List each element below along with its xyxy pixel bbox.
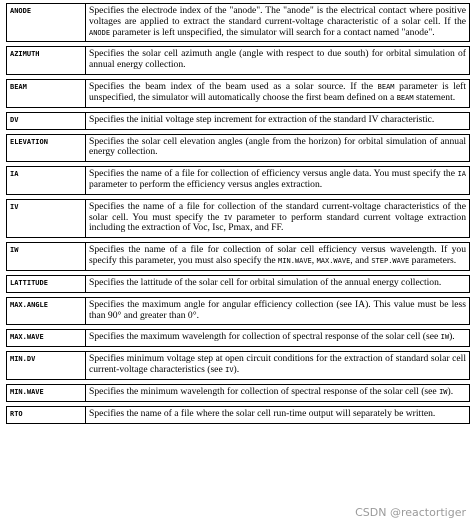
- table-row: [7, 4, 470, 42]
- description-text: Specifies the minimum wavelength for collection of spectral response of the solar cell (see: [89, 385, 440, 397]
- description-text: Specifies the name of a file where the solar cell run-time output will separately be written.: [89, 407, 436, 419]
- description-text: Specifies the solar cell azimuth angle (angle with respect to due south) for orbital simulation of annual energy collection.: [89, 48, 466, 71]
- table-row: [7, 330, 470, 347]
- watermark: CSDN @reactortiger: [355, 506, 466, 519]
- parameter-description: [86, 134, 470, 162]
- table-row: [7, 384, 470, 401]
- parameter-description: [86, 112, 470, 129]
- code-keyword: IV: [223, 213, 233, 222]
- table-row: [7, 134, 470, 162]
- table-row: [7, 79, 470, 107]
- description-text: , and: [350, 254, 372, 266]
- table-row: [7, 112, 470, 129]
- description-text: Specifies the name of a file for collection of solar cell efficiency versus wavelength. If you specify this parameter, you must also specify the: [89, 244, 466, 266]
- table-row: [7, 406, 470, 423]
- code-keyword: MAX.WAVE: [316, 256, 351, 265]
- parameter-table-body: [7, 4, 470, 424]
- parameter-name: IA: [7, 167, 86, 195]
- parameter-name: MAX.WAVE: [7, 330, 86, 347]
- parameter-name: MIN.WAVE: [7, 384, 86, 401]
- code-keyword: BEAM: [396, 93, 414, 102]
- parameter-name: IV: [7, 199, 86, 237]
- table-row: [7, 352, 470, 380]
- code-keyword: BEAM: [377, 82, 395, 91]
- description-text: Specifies the lattitude of the solar cell for orbital simulation of the annual energy collection.: [89, 276, 442, 288]
- parameter-name: ELEVATION: [7, 134, 86, 162]
- description-text: Specifies the initial voltage step increment for extraction of the standard IV characteristic.: [89, 113, 435, 125]
- parameter-description: [86, 275, 470, 292]
- code-keyword: IA: [457, 170, 466, 179]
- description-text: parameters.: [409, 254, 457, 266]
- table-row: [7, 243, 470, 271]
- parameter-description: [86, 297, 470, 325]
- code-keyword: ANODE: [89, 28, 111, 37]
- table-row: [7, 275, 470, 292]
- table-row: [7, 167, 470, 195]
- table-row: [7, 47, 470, 75]
- parameter-name: MAX.ANGLE: [7, 297, 86, 325]
- parameter-description: [86, 199, 470, 237]
- description-text: ,: [311, 254, 317, 266]
- description-text: Specifies the maximum angle for angular efficiency collection (see IA). This value must be less than 90° and greater than 0°.: [89, 298, 466, 321]
- description-text: Specifies the name of a file for collection of the standard current-voltage characteristics of the solar cell. You must specify the: [89, 200, 466, 223]
- parameter-description: [86, 406, 470, 423]
- description-text: ).: [233, 364, 240, 376]
- description-text: statement.: [413, 91, 456, 103]
- description-text: ).: [449, 331, 455, 343]
- parameter-description: [86, 4, 470, 42]
- code-keyword: STEP.WAVE: [371, 256, 410, 265]
- parameter-description: [86, 79, 470, 107]
- description-text: parameter to perform standard current voltage extraction including the extraction of Voc, Isc, Pmax, and FF.: [89, 211, 466, 234]
- parameter-name: AZIMUTH: [7, 47, 86, 75]
- description-text: Specifies the electrode index of the "anode". The "anode" is the electrical contact where positive voltages are applied to extract the standard current-voltage characteristic of a solar cell. If the: [89, 5, 466, 27]
- parameter-description: [86, 352, 470, 380]
- parameter-name: RTO: [7, 406, 86, 423]
- table-row: [7, 199, 470, 237]
- code-keyword: MIN.WAVE: [278, 256, 312, 265]
- parameter-name: IW: [7, 243, 86, 271]
- description-text: Specifies the solar cell elevation angles (angle from the horizon) for orbital simulation of annual energy collection.: [89, 135, 466, 158]
- parameter-name: DV: [7, 112, 86, 129]
- code-keyword: IW: [439, 387, 448, 396]
- code-keyword: IW: [440, 333, 450, 342]
- parameter-name: ANODE: [7, 4, 86, 42]
- description-text: Specifies the name of a file for collection of efficiency versus angle data. You must specify the: [89, 168, 458, 180]
- parameter-description: [86, 47, 470, 75]
- description-text: parameter is left unspecified, the simulator will search for a contact named "anode".: [110, 26, 435, 38]
- parameter-name: LATTITUDE: [7, 275, 86, 292]
- description-text: Specifies minimum voltage step at open circuit conditions for the extraction of standard solar cell current-voltage characteristics (see: [89, 353, 466, 376]
- parameter-description: [86, 384, 470, 401]
- description-text: parameter is left unspecified, the simulator will automatically choose the first beam defined on a: [89, 80, 466, 103]
- parameter-description: [86, 243, 470, 271]
- parameter-name: BEAM: [7, 79, 86, 107]
- parameter-name: MIN.DV: [7, 352, 86, 380]
- code-keyword: IV: [225, 366, 234, 375]
- table-row: [7, 297, 470, 325]
- description-text: Specifies the maximum wavelength for collection of spectral response of the solar cell (see: [89, 331, 441, 343]
- description-text: Specifies the beam index of the beam used as a solar source. If the: [89, 80, 378, 92]
- description-text: ).: [447, 385, 454, 397]
- description-text: parameter to perform the efficiency versus angles extraction.: [89, 178, 323, 190]
- parameter-description: [86, 330, 470, 347]
- parameter-table: [6, 3, 470, 424]
- parameter-description: [86, 167, 470, 195]
